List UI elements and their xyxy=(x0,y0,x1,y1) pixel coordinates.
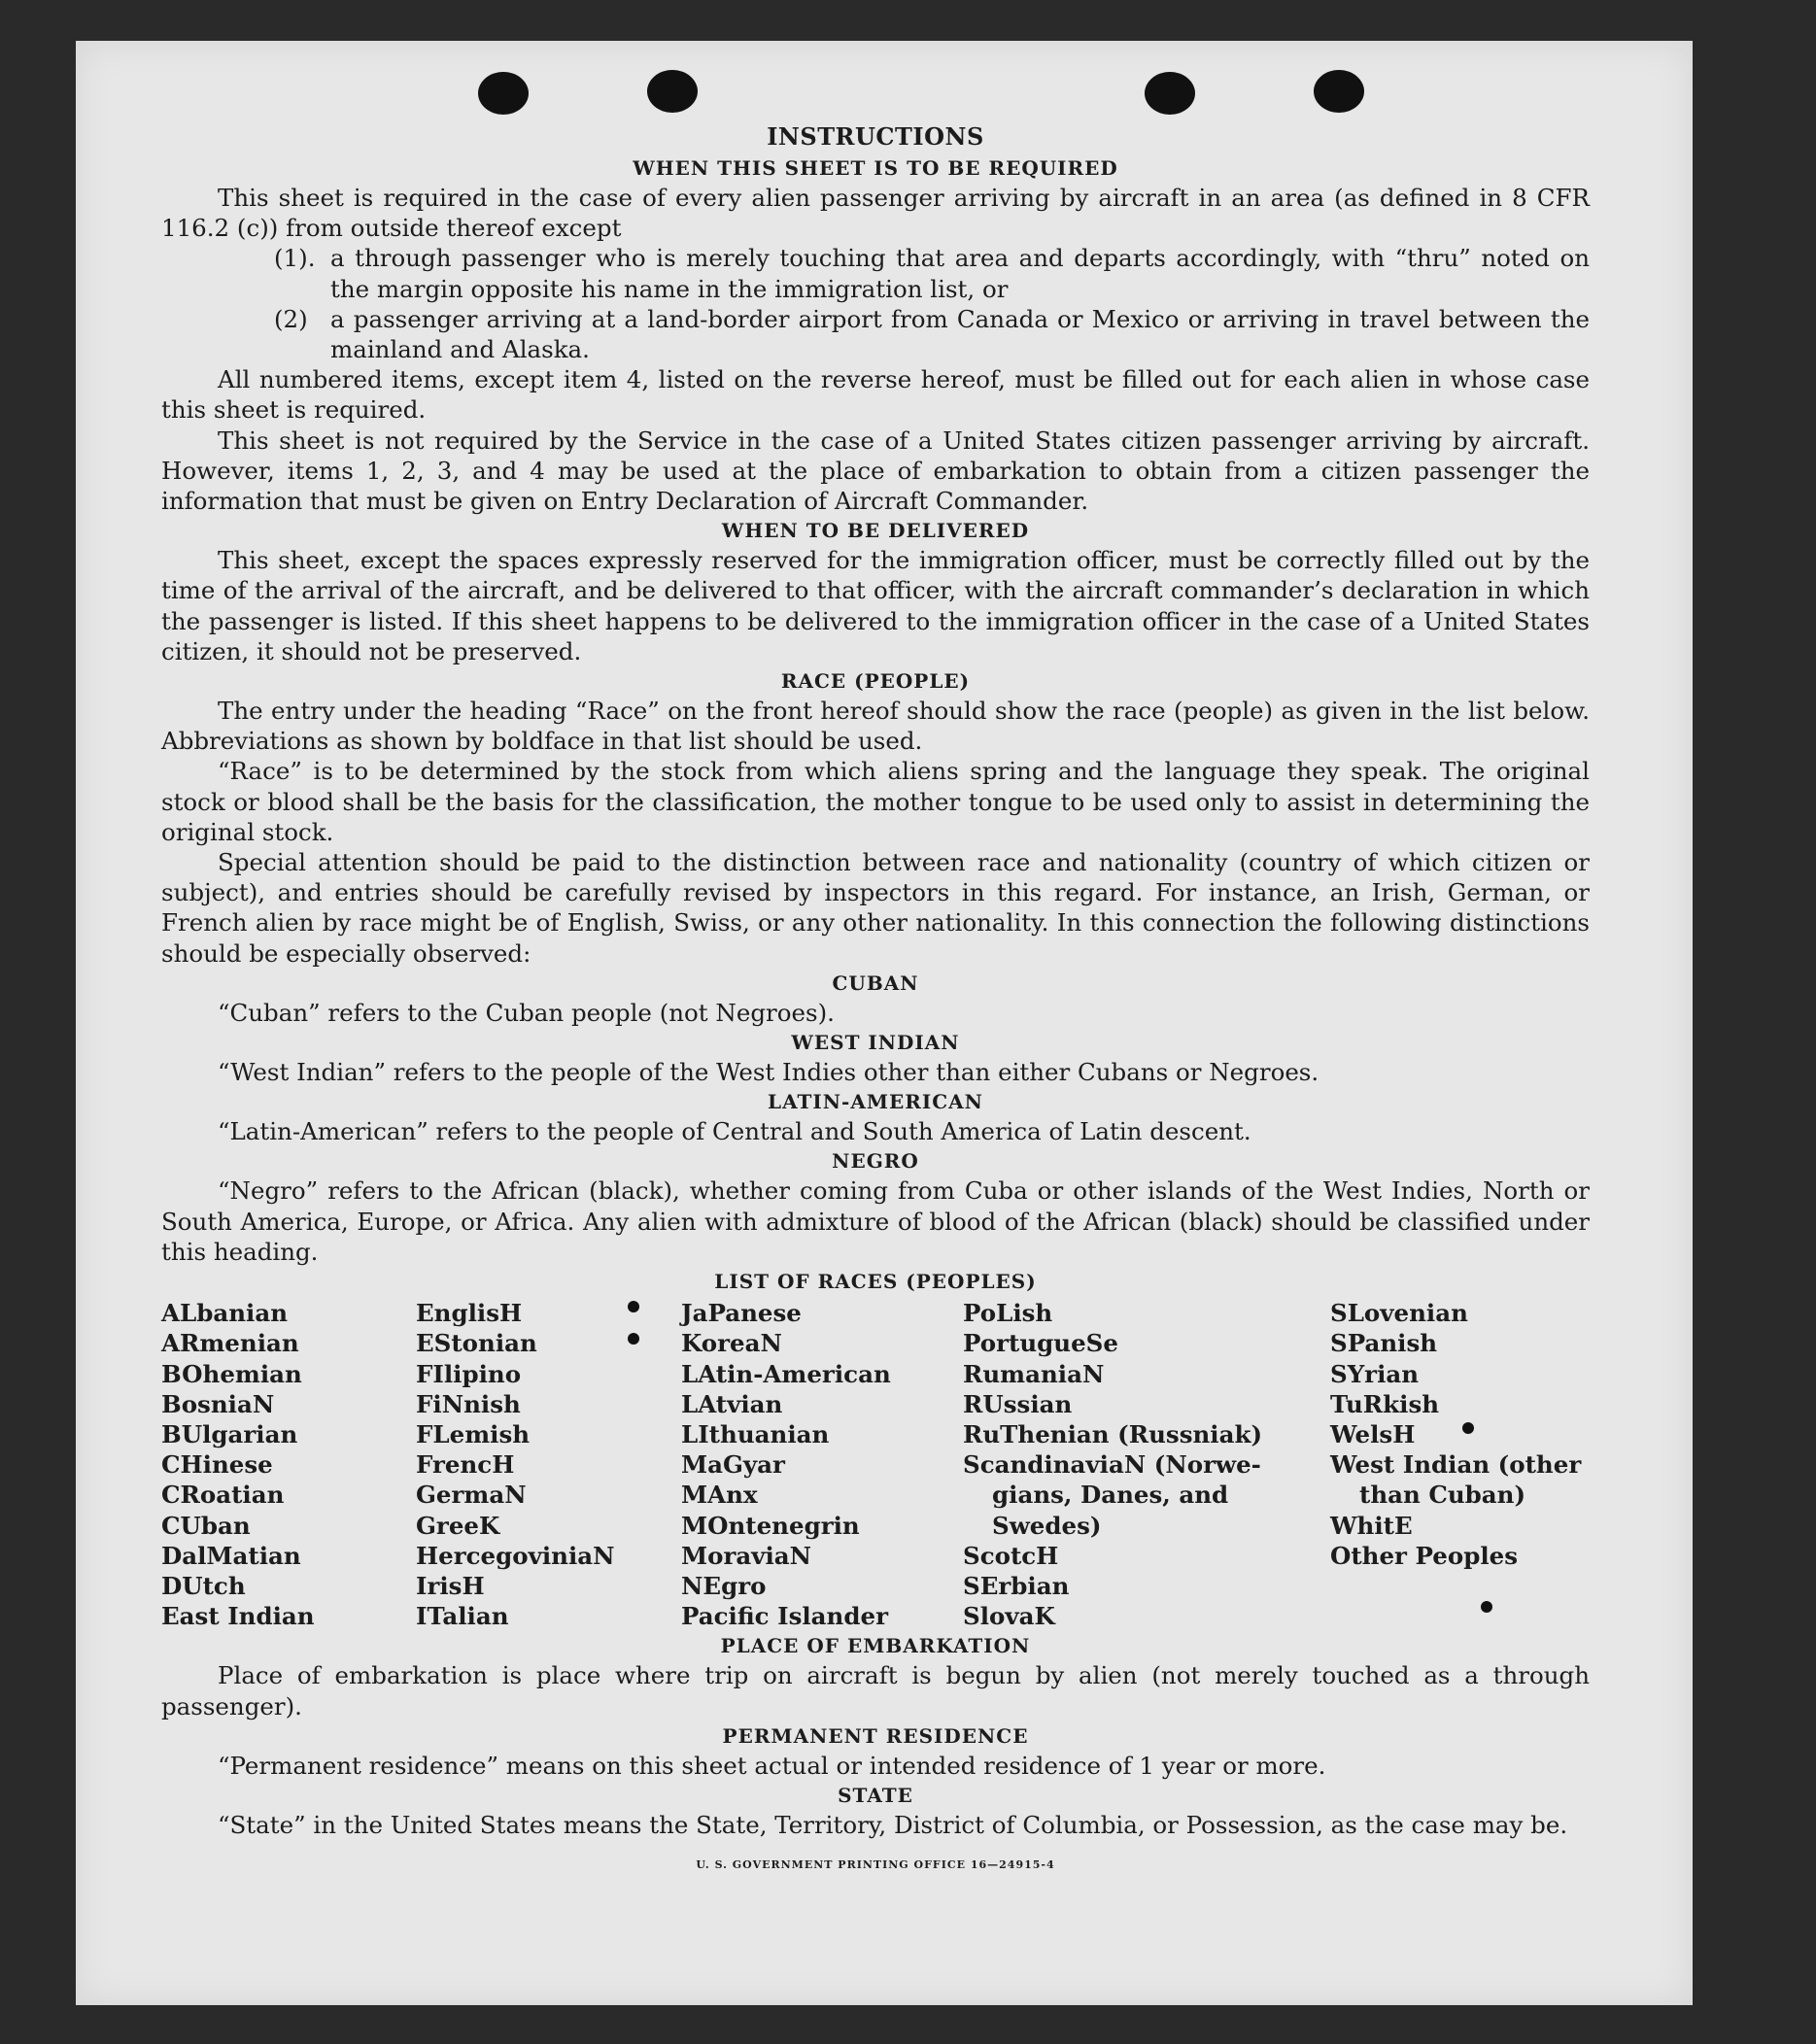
race-entry: KoreaN xyxy=(681,1329,782,1358)
race-entry: SLovenian xyxy=(1330,1299,1468,1328)
race-entry: LIthuanian xyxy=(681,1419,830,1448)
race-entry: BUlgarian xyxy=(161,1419,298,1448)
race-entry: East Indian xyxy=(161,1602,315,1631)
printer-imprint: U. S. GOVERNMENT PRINTING OFFICE 16—24915-4 xyxy=(696,1858,1055,1872)
race-entry: ScotcH xyxy=(963,1541,1059,1570)
paragraph: “State” in the United States means the State, Territory, District of Columbia, or Possession, as the case may be. xyxy=(218,1810,1568,1839)
section-heading: STATE xyxy=(838,1783,913,1807)
race-entry: BOhemian xyxy=(161,1359,302,1388)
paragraph: All numbered items, except item 4, listed on the reverse hereof, must be filled out for each alien in whose case this sheet is required. xyxy=(161,365,1590,425)
punch-hole xyxy=(647,70,698,113)
section-heading: WEST INDIAN xyxy=(791,1031,960,1055)
section-heading: CUBAN xyxy=(832,971,919,995)
section-heading: WHEN TO BE DELIVERED xyxy=(721,519,1030,543)
paragraph: “Permanent residence” means on this sheet actual or intended residence of 1 year or more. xyxy=(218,1751,1326,1780)
race-entry: FLemish xyxy=(416,1419,531,1448)
section-heading: LIST OF RACES (PEOPLES) xyxy=(714,1270,1037,1294)
document-body xyxy=(161,120,1590,1880)
punch-hole xyxy=(1314,70,1364,113)
race-list xyxy=(161,1298,1590,1631)
paragraph: This sheet is required in the case of every alien passenger arriving by aircraft in an area (as defined in 8 CFR 116.2 (c)) from outside thereof except xyxy=(161,184,1590,243)
race-entry: West Indian (other xyxy=(1330,1450,1582,1480)
race-entry: ScandinaviaN (Norwe- xyxy=(963,1450,1261,1480)
paragraph: “Latin-American” refers to the people of Central and South America of Latin descent. xyxy=(218,1117,1251,1146)
race-entry: FIlipino xyxy=(416,1359,522,1388)
race-column xyxy=(681,1298,963,1631)
paragraph: “Cuban” refers to the Cuban people (not Negroes). xyxy=(218,998,835,1027)
race-entry: TuRkish xyxy=(1330,1389,1440,1418)
race-entry: SPanish xyxy=(1330,1329,1438,1358)
item-text: a through passenger who is merely touching that area and departs accordingly, with “thru” noted on the margin opposite his name in the immigration list, or xyxy=(330,244,1590,303)
race-entry: GermaN xyxy=(416,1481,527,1510)
race-entry: WhitE xyxy=(1330,1511,1413,1540)
race-entry: CHinese xyxy=(161,1450,273,1480)
race-entry-continued: than Cuban) xyxy=(1359,1481,1526,1510)
page-title: INSTRUCTIONS xyxy=(767,122,984,151)
race-entry: MoraviaN xyxy=(681,1541,812,1570)
race-entry: RumaniaN xyxy=(963,1359,1105,1388)
race-entry: GreeK xyxy=(416,1511,500,1540)
race-entry: DUtch xyxy=(161,1571,246,1600)
race-entry: Other Peoples xyxy=(1330,1541,1519,1570)
race-entry-continued: Swedes) xyxy=(992,1511,1102,1540)
item-number: (1). xyxy=(274,244,316,273)
paragraph: This sheet, except the spaces expressly reserved for the immigration officer, must be correctly filled out by the time of the arrival of the aircraft, and be delivered to that officer, with the aircraft commander’s declaration in which the passenger is listed. If this sheet happens to be delivered to the immigration officer in the case of a United States citizen, it should not be preserved. xyxy=(161,546,1590,665)
race-entry: RUssian xyxy=(963,1389,1073,1418)
race-column xyxy=(161,1298,416,1631)
section-heading: LATIN-AMERICAN xyxy=(768,1090,983,1114)
race-entry: LAtvian xyxy=(681,1389,783,1418)
paragraph: “Negro” refers to the African (black), whether coming from Cuba or other islands of the West Indies, North or South America, Europe, or Africa. Any alien with admixture of blood of the African (black) should be classified under this heading. xyxy=(161,1176,1590,1266)
race-entry: BosniaN xyxy=(161,1389,275,1418)
race-entry: MaGyar xyxy=(681,1450,785,1480)
race-entry: EStonian xyxy=(416,1329,537,1358)
race-entry: SErbian xyxy=(963,1571,1070,1600)
paragraph: Place of embarkation is place where trip on aircraft is begun by alien (not merely touched as a through passenger). xyxy=(161,1661,1590,1720)
race-entry-continued: gians, Danes, and xyxy=(992,1481,1229,1510)
race-entry: ALbanian xyxy=(161,1299,289,1328)
paragraph: Special attention should be paid to the distinction between race and nationality (country of which citizen or subject), and entries should be carefully revised by inspectors in this regard. For instance, an Irish, German, or French alien by race might be of English, Swiss, or any other nationality. In this connection the following distinctions should be especially observed: xyxy=(161,848,1590,968)
race-entry: DalMatian xyxy=(161,1541,301,1570)
item-number: (2) xyxy=(274,304,308,333)
race-column xyxy=(416,1298,681,1631)
section-heading: RACE (PEOPLE) xyxy=(780,669,971,694)
paragraph: The entry under the heading “Race” on the front hereof should show the race (people) as given in the list below. Abbreviations as shown by boldface in that list should be used. xyxy=(161,697,1590,756)
list-item xyxy=(161,243,1590,303)
race-entry: JaPanese xyxy=(681,1299,802,1328)
race-entry: LAtin-American xyxy=(681,1359,891,1388)
race-entry: NEgro xyxy=(681,1571,767,1600)
race-entry: CRoatian xyxy=(161,1481,285,1510)
race-entry: PoLish xyxy=(963,1299,1053,1328)
race-entry: SYrian xyxy=(1330,1359,1420,1388)
race-entry: FrencH xyxy=(416,1450,515,1480)
race-entry: WelsH xyxy=(1330,1419,1416,1448)
document-sheet xyxy=(76,41,1693,2005)
paragraph: This sheet is not required by the Service in the case of a United States citizen passenger arriving by aircraft. However, items 1, 2, 3, and 4 may be used at the place of embarkation to obtain from a citizen passenger the information that must be given on Entry Declaration of Aircraft Commander. xyxy=(161,426,1590,516)
item-text: a passenger arriving at a land-border airport from Canada or Mexico or arriving in travel between the mainland and Alaska. xyxy=(330,304,1590,364)
race-entry: CUban xyxy=(161,1511,251,1540)
race-entry: SlovaK xyxy=(963,1602,1055,1631)
race-entry: HercegoviniaN xyxy=(416,1541,615,1570)
race-entry: MAnx xyxy=(681,1481,758,1510)
race-entry: RuThenian (Russniak) xyxy=(963,1419,1263,1448)
race-entry: IrisH xyxy=(416,1571,485,1600)
punch-hole xyxy=(1145,72,1195,115)
race-entry: FiNnish xyxy=(416,1389,521,1418)
race-entry: ARmenian xyxy=(161,1329,299,1358)
section-heading: PLACE OF EMBARKATION xyxy=(720,1634,1031,1658)
race-entry: EnglisH xyxy=(416,1299,523,1328)
section-heading: PERMANENT RESIDENCE xyxy=(722,1723,1029,1748)
paragraph: “West Indian” refers to the people of the West Indies other than either Cubans or Negroes. xyxy=(218,1058,1319,1087)
race-column xyxy=(1330,1298,1590,1631)
section-heading: WHEN THIS SHEET IS TO BE REQUIRED xyxy=(633,156,1118,180)
paragraph: “Race” is to be determined by the stock from which aliens spring and the language they speak. The original stock or blood shall be the basis for the classification, the mother tongue to be used only to assist in determining the original stock. xyxy=(161,757,1590,846)
race-entry: PortugueSe xyxy=(963,1329,1118,1358)
race-column xyxy=(963,1298,1330,1631)
race-entry: ITalian xyxy=(416,1602,509,1631)
section-heading: NEGRO xyxy=(832,1149,919,1174)
list-item xyxy=(161,304,1590,364)
race-entry: Pacific Islander xyxy=(681,1602,888,1631)
race-entry: MOntenegrin xyxy=(681,1511,860,1540)
punch-hole xyxy=(478,72,529,115)
